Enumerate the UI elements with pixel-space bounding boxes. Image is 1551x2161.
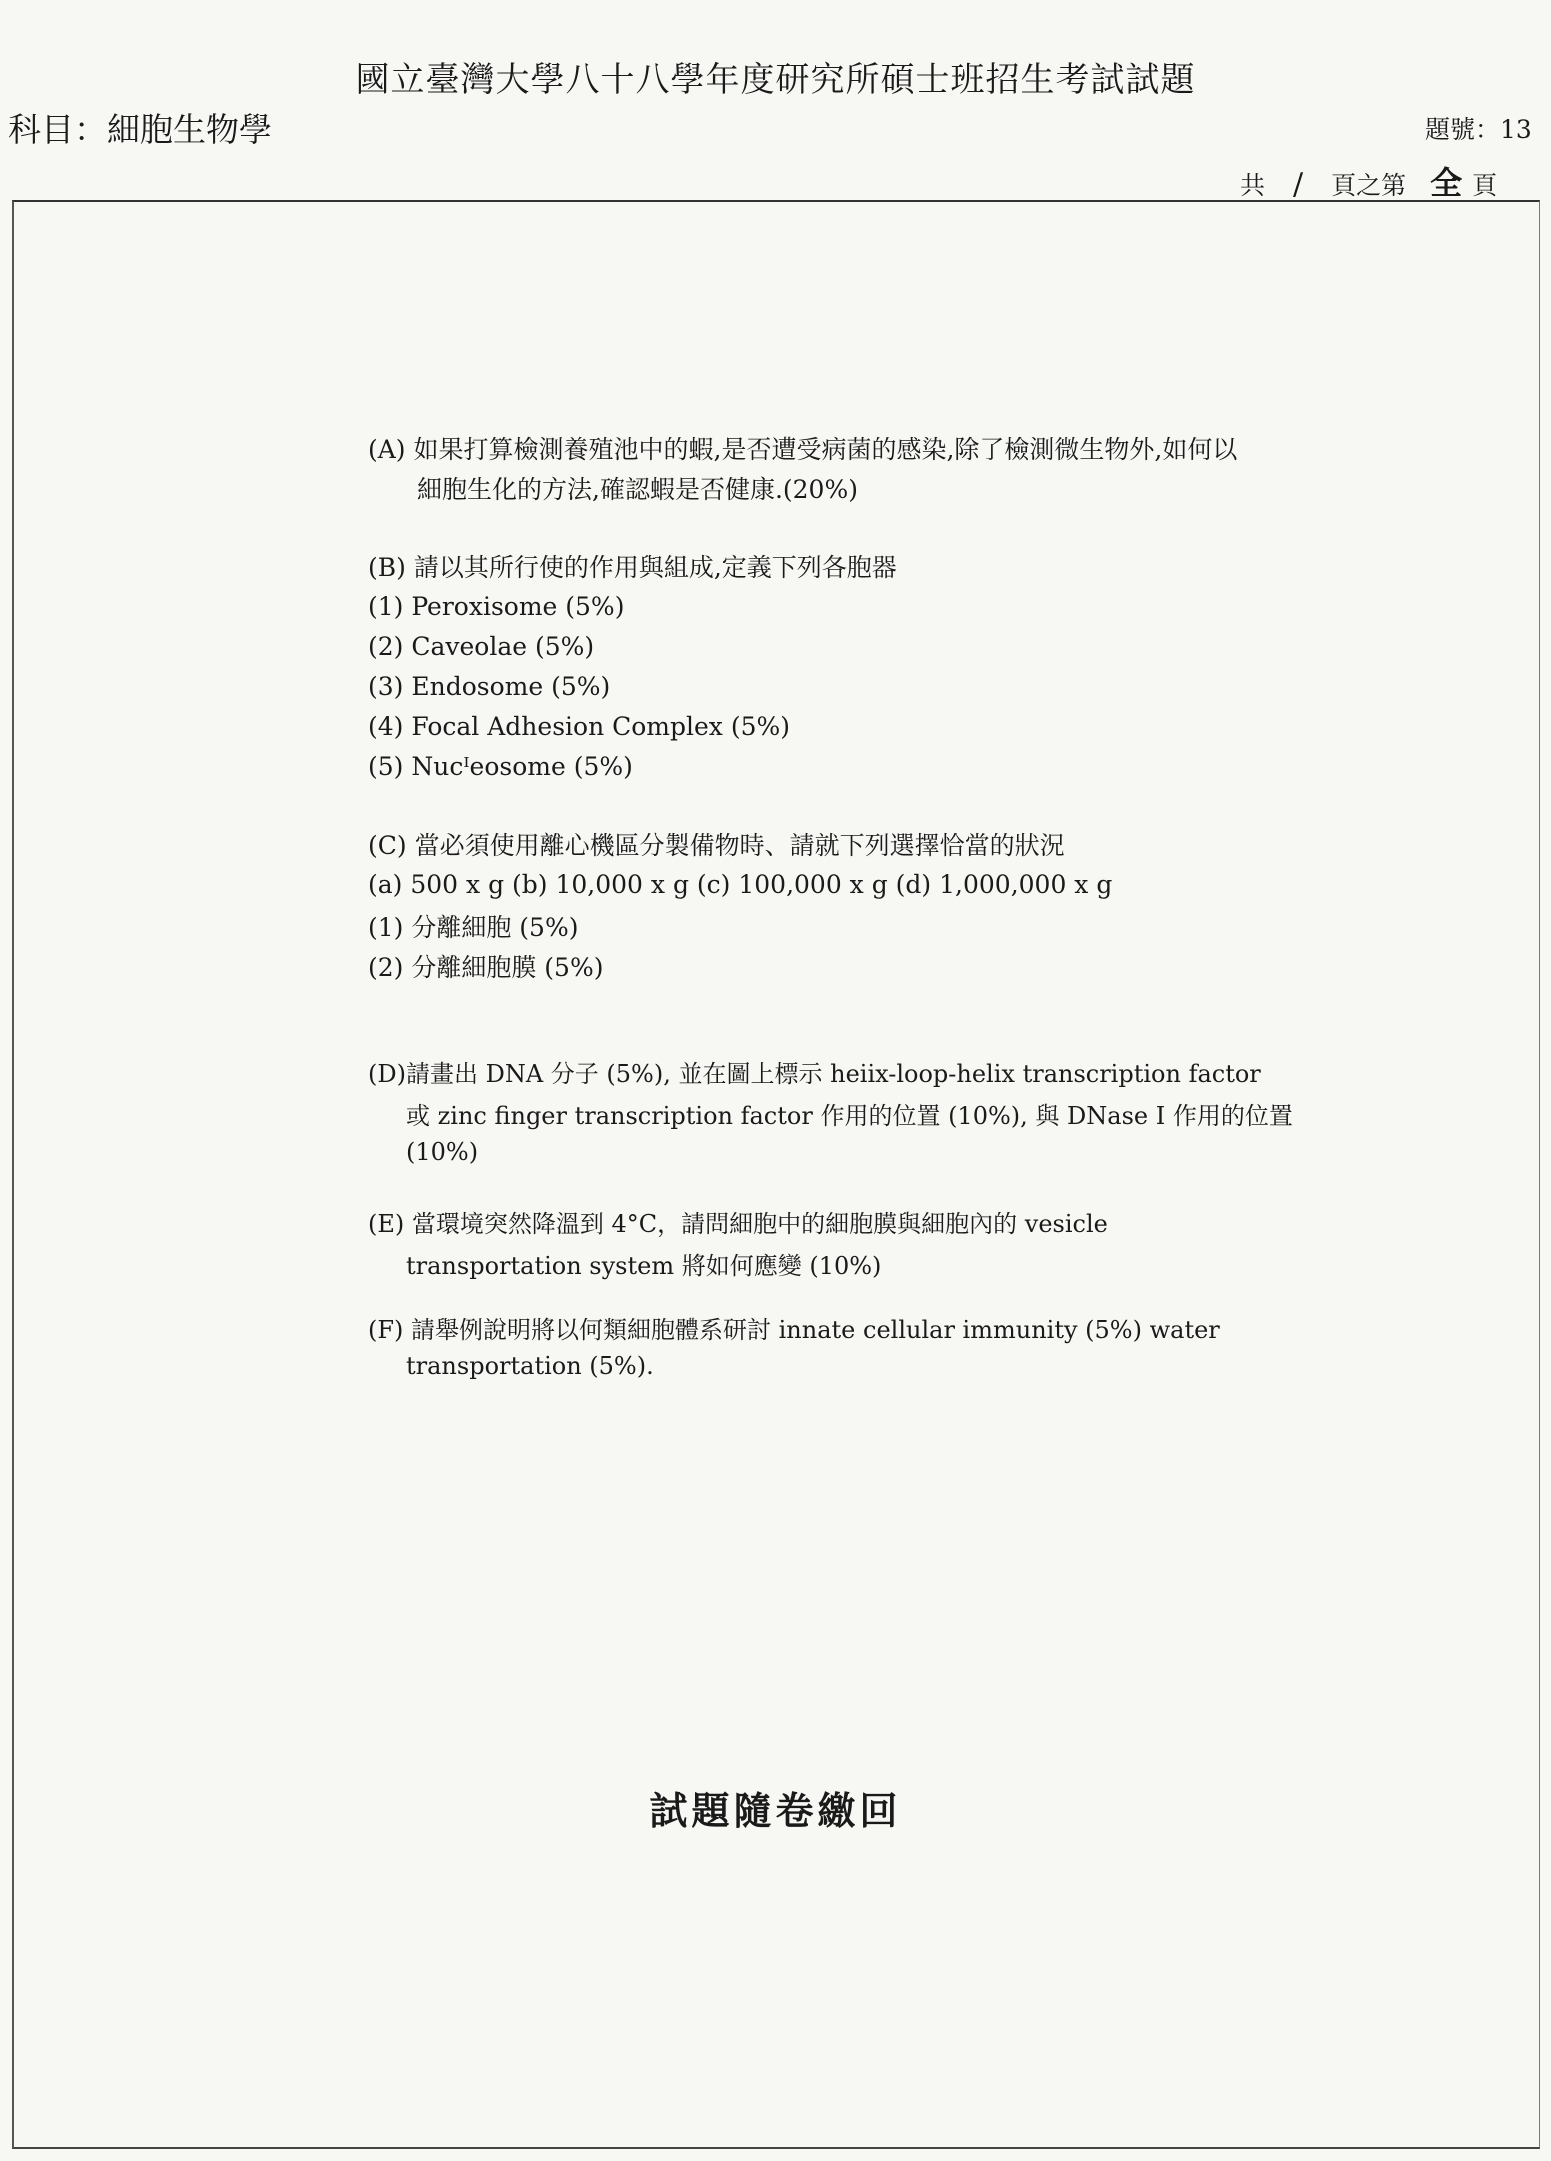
- list-item: (5) Nucᴵeosome (5%): [368, 752, 633, 781]
- question-c-options: (a) 500 x g (b) 10,000 x g (c) 100,000 x g (d) 1,000,000 x g: [368, 870, 1113, 899]
- question-d-line3: (10%): [406, 1138, 479, 1166]
- pages-total-label: 共: [1240, 171, 1266, 200]
- pages-mid-label: 頁之第: [1331, 171, 1407, 200]
- list-item: (2) Caveolae (5%): [368, 632, 595, 661]
- question-f-line1: (F) 請舉例說明將以何類細胞體系研討 innate cellular immunity (5%) water: [368, 1316, 1220, 1344]
- exam-title: 國立臺灣大學八十八學年度研究所碩士班招生考試試題: [355, 60, 1196, 100]
- list-item: (2) 分離細胞膜 (5%): [368, 953, 604, 982]
- question-e-line2: transportation system 將如何應變 (10%): [406, 1252, 882, 1280]
- question-d-line2: 或 zinc finger transcription factor 作用的位置 (10%), 與 DNase I 作用的位置: [406, 1102, 1293, 1130]
- list-item: (1) 分離細胞 (5%): [368, 913, 579, 942]
- list-item: (3) Endosome (5%): [368, 672, 611, 701]
- question-c-intro: (C) 當必須使用離心機區分製備物時、請就下列選擇恰當的狀況: [368, 831, 1065, 860]
- question-number: 題號：13: [1425, 115, 1532, 144]
- question-a-line2: 細胞生化的方法,確認蝦是否健康.(20%): [417, 475, 858, 504]
- pages-total-value: /: [1293, 167, 1304, 202]
- return-note: 試題隨卷繳回: [649, 1788, 902, 1833]
- question-a-line1: (A) 如果打算檢測養殖池中的蝦,是否遭受病菌的感染,除了檢測微生物外,如何以: [368, 435, 1238, 464]
- question-d-line1: (D)請畫出 DNA 分子 (5%), 並在圖上標示 heiix-loop-helix transcription factor: [368, 1060, 1261, 1088]
- question-f-line2: transportation (5%).: [406, 1352, 654, 1380]
- pages-current: 全: [1430, 164, 1463, 202]
- question-b-intro: (B) 請以其所行使的作用與組成,定義下列各胞器: [368, 553, 897, 582]
- pages-end: 頁: [1472, 171, 1498, 200]
- subject-label: 科目：細胞生物學: [8, 110, 272, 149]
- question-e-line1: (E) 當環境突然降溫到 4°C，請問細胞中的細胞膜與細胞內的 vesicle: [368, 1210, 1108, 1238]
- list-item: (4) Focal Adhesion Complex (5%): [368, 712, 791, 741]
- page-count: [1240, 158, 1497, 204]
- list-item: (1) Peroxisome (5%): [368, 592, 625, 621]
